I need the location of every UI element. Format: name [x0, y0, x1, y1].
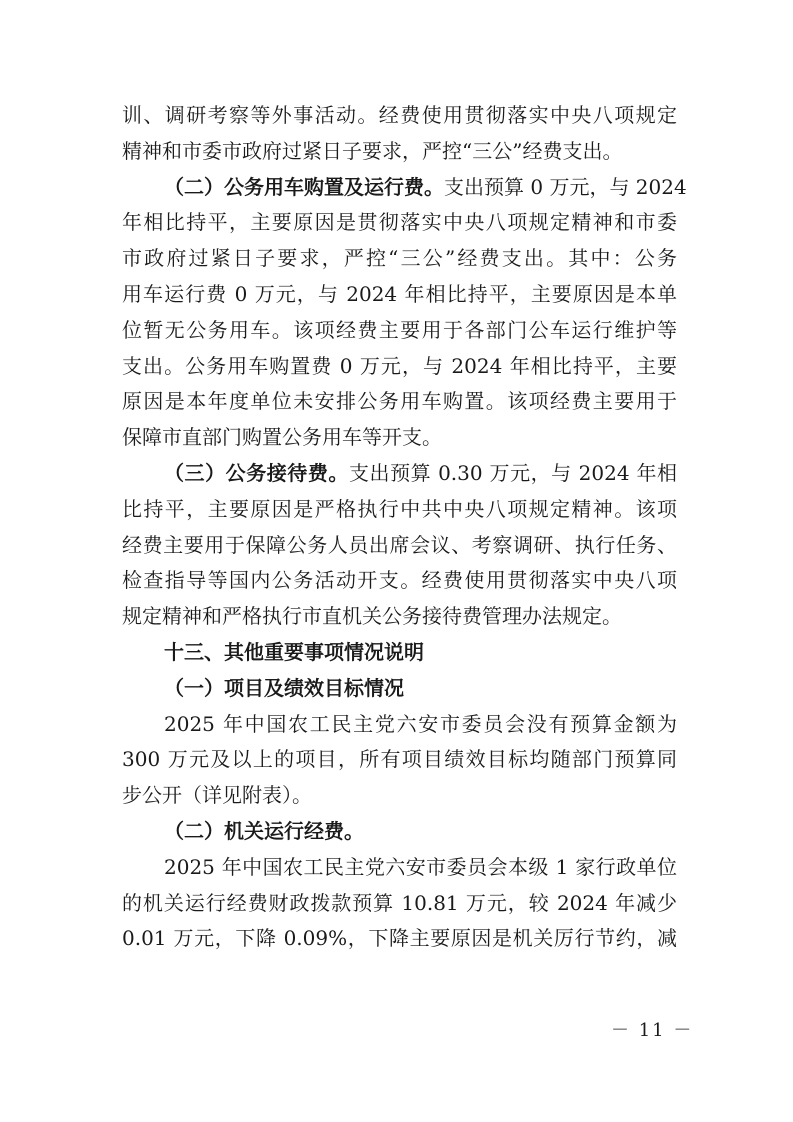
text-run: 支出预算 0 万元，与 2024	[444, 174, 687, 199]
text-line: 市政府过紧日子要求，严控“三公”经费支出。其中：公务	[122, 246, 677, 271]
section-heading-operating-costs: （二）机关运行经费。	[164, 818, 364, 843]
section-heading-reception: （三）公务接待费。	[164, 460, 349, 485]
section-heading-projects: （一）项目及绩效目标情况	[164, 675, 404, 700]
text-line: 训、调研考察等外事活动。经费使用贯彻落实中央八项规定	[122, 103, 677, 127]
text-run: 支出预算 0.30 万元，与 2024 年相	[348, 460, 678, 485]
text-line: 步公开（详见附表）。	[122, 783, 312, 808]
text-line: 的机关运行经费财政拨款预算 10.81 万元，较 2024 年减少	[122, 890, 677, 915]
text-line: 位暂无公务用车。该项经费主要用于各部门公车运行维护等	[122, 317, 677, 342]
section-heading-thirteen: 十三、其他重要事项情况说明	[164, 639, 424, 664]
text-line: 用车运行费 0 万元，与 2024 年相比持平，主要原因是本单	[122, 281, 677, 306]
text-line: 经费主要用于保障公务人员出席会议、考察调研、执行任务、	[122, 532, 677, 557]
text-line: 精神和市委市政府过紧日子要求，严控“三公”经费支出。	[122, 138, 623, 163]
paragraph-first-line: 2025 年中国农工民主党六安市委员会本级 1 家行政单位	[164, 854, 677, 879]
text-line: 支出。公务用车购置费 0 万元，与 2024 年相比持平，主要	[122, 353, 677, 378]
text-line: 检查指导等国内公务活动开支。经费使用贯彻落实中央八项	[122, 568, 677, 593]
paragraph-first-line: 2025 年中国农工民主党六安市委员会没有预算金额为	[164, 711, 677, 736]
text-line: 年相比持平，主要原因是贯彻落实中央八项规定精神和市委	[122, 210, 677, 235]
text-line: 300 万元及以上的项目，所有项目绩效目标均随部门预算同	[122, 747, 677, 772]
text-line: 0.01 万元，下降 0.09%，下降主要原因是机关厉行节约，减	[122, 926, 677, 951]
paragraph-first-line	[122, 170, 687, 206]
text-line: 比持平，主要原因是严格执行中共中央八项规定精神。该项	[122, 496, 677, 521]
text-line: 规定精神和严格执行市直机关公务接待费管理办法规定。	[122, 604, 622, 629]
text-line: 保障市直部门购置公务用车等开支。	[122, 425, 442, 450]
body-text	[122, 98, 687, 957]
text-line: 原因是本年度单位未安排公务用车购置。该项经费主要用于	[122, 389, 677, 414]
paragraph-first-line	[122, 456, 677, 492]
page-number: － 11 －	[611, 1020, 694, 1041]
section-heading-vehicle: （二）公务用车购置及运行费。	[164, 174, 444, 199]
